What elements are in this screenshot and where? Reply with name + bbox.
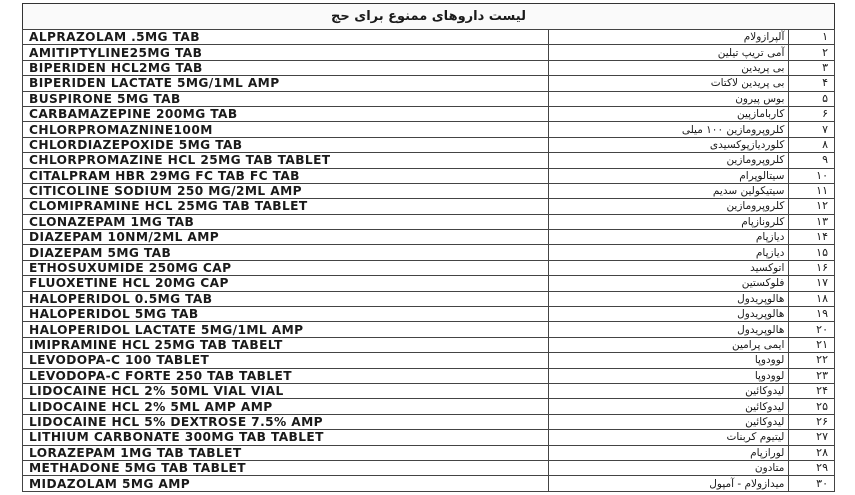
row-number: ۱۰ <box>789 168 835 183</box>
drug-name-english: CHLORDIAZEPOXIDE 5MG TAB <box>23 137 549 152</box>
row-number: ۲۷ <box>789 430 835 445</box>
row-number: ۵ <box>789 91 835 106</box>
table-row <box>23 106 835 121</box>
row-number: ۱۵ <box>789 245 835 260</box>
drug-name-persian: لوودوپا <box>549 368 789 383</box>
table-row <box>23 199 835 214</box>
drug-name-english: CARBAMAZEPINE 200MG TAB <box>23 106 549 121</box>
drug-name-persian: سیتیکولین سدیم <box>549 183 789 198</box>
drug-name-persian: لورازپام <box>549 445 789 460</box>
table-row <box>23 60 835 75</box>
drug-name-english: BUSPIRONE 5MG TAB <box>23 91 549 106</box>
drug-name-persian: هالوپریدول <box>549 322 789 337</box>
table-row <box>23 368 835 383</box>
drug-name-persian: بی پریدین <box>549 60 789 75</box>
drug-table-body <box>23 30 835 492</box>
table-row <box>23 445 835 460</box>
row-number: ۳۰ <box>789 476 835 491</box>
drug-name-persian: آمی تریپ تیلین <box>549 45 789 60</box>
row-number: ۱۱ <box>789 183 835 198</box>
table-row <box>23 245 835 260</box>
drug-name-english: FLUOXETINE HCL 20MG CAP <box>23 276 549 291</box>
table-row <box>23 383 835 398</box>
row-number: ۲۸ <box>789 445 835 460</box>
row-number: ۱۸ <box>789 291 835 306</box>
row-number: ۲۳ <box>789 368 835 383</box>
drug-name-english: LEVODOPA-C 100 TABLET <box>23 353 549 368</box>
drug-name-persian: کلوردیازپوکسیدی <box>549 137 789 152</box>
drug-name-persian: لیدوکائین <box>549 399 789 414</box>
drug-name-persian: میدازولام - آمپول <box>549 476 789 491</box>
row-number: ۲۲ <box>789 353 835 368</box>
table-row <box>23 91 835 106</box>
row-number: ۱۹ <box>789 307 835 322</box>
drug-name-persian: فلوکستین <box>549 276 789 291</box>
drug-name-english: HALOPERIDOL LACTATE 5MG/1ML AMP <box>23 322 549 337</box>
drug-name-english: MIDAZOLAM 5MG AMP <box>23 476 549 491</box>
drug-list-document <box>22 3 835 492</box>
drug-name-persian: کلروپرومازین <box>549 153 789 168</box>
document-title: لیست داروهای ممنوع برای حج <box>22 3 835 29</box>
drug-name-persian: بی پریدین لاکتات <box>549 76 789 91</box>
drug-name-persian: هالوپریدول <box>549 291 789 306</box>
drug-name-persian: کلروپرومازین ۱۰۰ میلی <box>549 122 789 137</box>
drug-name-persian: هالوپریدول <box>549 307 789 322</box>
drug-name-persian: کلرونازپام <box>549 214 789 229</box>
drug-name-english: IMIPRAMINE HCL 25MG TAB TABELT <box>23 337 549 352</box>
drug-name-persian: کاربامازپین <box>549 106 789 121</box>
table-row <box>23 322 835 337</box>
drug-name-persian: ایمی پرامین <box>549 337 789 352</box>
row-number: ۱۶ <box>789 260 835 275</box>
table-row <box>23 353 835 368</box>
drug-name-english: METHADONE 5MG TAB TABLET <box>23 460 549 475</box>
drug-table <box>22 29 835 492</box>
drug-name-english: LITHIUM CARBONATE 300MG TAB TABLET <box>23 430 549 445</box>
row-number: ۱۲ <box>789 199 835 214</box>
drug-name-english: LORAZEPAM 1MG TAB TABLET <box>23 445 549 460</box>
table-row <box>23 45 835 60</box>
row-number: ۱۳ <box>789 214 835 229</box>
table-row <box>23 430 835 445</box>
drug-name-english: AMITIPTYLINE25MG TAB <box>23 45 549 60</box>
row-number: ۱ <box>789 30 835 45</box>
row-number: ۲ <box>789 45 835 60</box>
row-number: ۹ <box>789 153 835 168</box>
row-number: ۷ <box>789 122 835 137</box>
drug-name-english: DIAZEPAM 5MG TAB <box>23 245 549 260</box>
table-row <box>23 276 835 291</box>
drug-name-english: ETHOSUXUMIDE 250MG CAP <box>23 260 549 275</box>
table-row <box>23 414 835 429</box>
drug-name-persian: لوودوپا <box>549 353 789 368</box>
drug-name-english: LIDOCAINE HCL 2% 50ML VIAL VIAL <box>23 383 549 398</box>
row-number: ۲۹ <box>789 460 835 475</box>
row-number: ۸ <box>789 137 835 152</box>
drug-name-english: CLOMIPRAMINE HCL 25MG TAB TABLET <box>23 199 549 214</box>
drug-name-english: HALOPERIDOL 0.5MG TAB <box>23 291 549 306</box>
drug-name-english: ALPRAZOLAM .5MG TAB <box>23 30 549 45</box>
table-row <box>23 307 835 322</box>
table-row <box>23 30 835 45</box>
drug-name-persian: کلروپرومازین <box>549 199 789 214</box>
table-row <box>23 214 835 229</box>
drug-name-english: HALOPERIDOL 5MG TAB <box>23 307 549 322</box>
drug-name-english: DIAZEPAM 10NM/2ML AMP <box>23 230 549 245</box>
drug-name-english: BIPERIDEN LACTATE 5MG/1ML AMP <box>23 76 549 91</box>
row-number: ۲۱ <box>789 337 835 352</box>
table-row <box>23 183 835 198</box>
drug-name-persian: اتوکسید <box>549 260 789 275</box>
drug-name-persian: لیتیوم کربنات <box>549 430 789 445</box>
drug-name-english: CHLORPROMAZINE HCL 25MG TAB TABLET <box>23 153 549 168</box>
table-row <box>23 337 835 352</box>
drug-name-english: CHLORPROMAZNINE100M <box>23 122 549 137</box>
drug-name-english: LIDOCAINE HCL 2% 5ML AMP AMP <box>23 399 549 414</box>
drug-name-persian: لیدوکائین <box>549 414 789 429</box>
row-number: ۳ <box>789 60 835 75</box>
table-row <box>23 137 835 152</box>
table-row <box>23 76 835 91</box>
table-row <box>23 260 835 275</box>
table-row <box>23 153 835 168</box>
row-number: ۴ <box>789 76 835 91</box>
table-row <box>23 476 835 491</box>
drug-name-persian: بوس پیرون <box>549 91 789 106</box>
drug-name-english: CITICOLINE SODIUM 250 MG/2ML AMP <box>23 183 549 198</box>
drug-name-english: LIDOCAINE HCL 5% DEXTROSE 7.5% AMP <box>23 414 549 429</box>
table-row <box>23 460 835 475</box>
drug-name-english: CITALPRAM HBR 29MG FC TAB FC TAB <box>23 168 549 183</box>
drug-name-english: LEVODOPA-C FORTE 250 TAB TABLET <box>23 368 549 383</box>
drug-name-english: BIPERIDEN HCL2MG TAB <box>23 60 549 75</box>
table-row <box>23 230 835 245</box>
drug-name-persian: سیتالوپرام <box>549 168 789 183</box>
row-number: ۲۵ <box>789 399 835 414</box>
drug-name-persian: آلپرازولام <box>549 30 789 45</box>
table-row <box>23 122 835 137</box>
drug-name-english: CLONAZEPAM 1MG TAB <box>23 214 549 229</box>
drug-name-persian: دیازپام <box>549 230 789 245</box>
row-number: ۲۶ <box>789 414 835 429</box>
drug-name-persian: لیدوکائین <box>549 383 789 398</box>
table-row <box>23 168 835 183</box>
row-number: ۲۰ <box>789 322 835 337</box>
drug-name-persian: متادون <box>549 460 789 475</box>
table-row <box>23 291 835 306</box>
drug-name-persian: دیازپام <box>549 245 789 260</box>
row-number: ۲۴ <box>789 383 835 398</box>
table-row <box>23 399 835 414</box>
row-number: ۱۴ <box>789 230 835 245</box>
row-number: ۱۷ <box>789 276 835 291</box>
row-number: ۶ <box>789 106 835 121</box>
